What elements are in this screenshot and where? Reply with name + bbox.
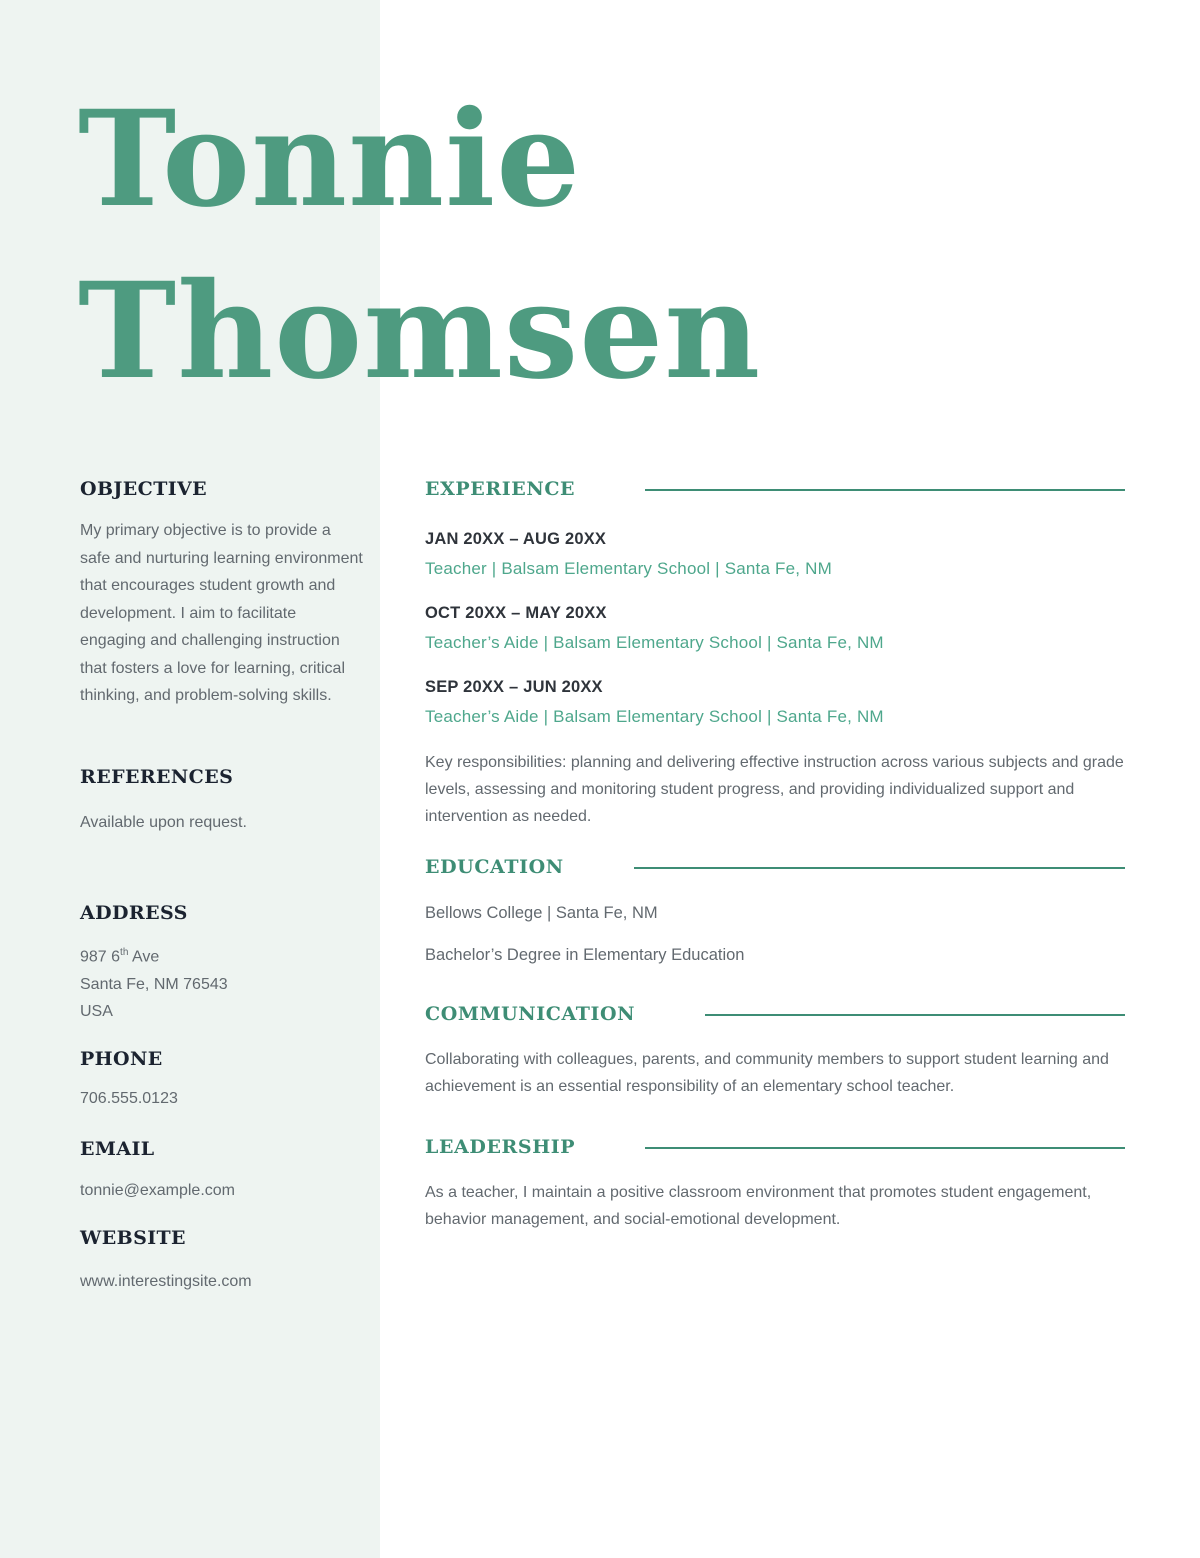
email-heading: EMAIL xyxy=(80,1138,155,1161)
address-line1-pre: 987 6 xyxy=(80,948,121,966)
experience-heading-row xyxy=(425,478,1125,501)
experience-heading: EXPERIENCE xyxy=(425,478,576,500)
experience-summary: Key responsibilities: planning and delivering effective instruction across various subjects and grade levels, assessing and monitoring student progress, and providing individualized support and intervention as needed. xyxy=(425,754,1124,825)
resume-header xyxy=(78,74,1128,418)
address-line3: USA xyxy=(80,1003,113,1021)
education-school: Bellows College | Santa Fe, NM xyxy=(425,904,658,922)
experience-entry xyxy=(425,675,1125,729)
leadership-heading: LEADERSHIP xyxy=(425,1136,576,1158)
experience-divider-line xyxy=(645,489,1125,491)
website-heading: WEBSITE xyxy=(80,1226,186,1249)
address-text xyxy=(80,939,364,1026)
objective-section xyxy=(80,478,364,710)
experience-dates: SEP 20XX – JUN 20XX xyxy=(425,678,603,696)
website-section xyxy=(80,1227,364,1296)
objective-text: My primary objective is to provide a safe and nurturing learning environment that encourages student growth and development. I aim to facilitate engaging and challenging instruction that fosters a love for learning, critical thinking, and problem-solving skills. xyxy=(80,522,363,704)
address-section xyxy=(80,902,364,1026)
email-address: tonnie@example.com xyxy=(80,1182,235,1200)
leadership-text: As a teacher, I maintain a positive classroom environment that promotes student engagement, behavior management, and social-emotional development. xyxy=(425,1184,1092,1228)
references-heading: REFERENCES xyxy=(80,765,234,788)
education-degree: Bachelor’s Degree in Elementary Education xyxy=(425,946,745,964)
phone-section xyxy=(80,1048,364,1113)
education-divider-line xyxy=(634,867,1125,869)
communication-heading: COMMUNICATION xyxy=(425,1003,636,1025)
phone-number: 706.555.0123 xyxy=(80,1089,178,1107)
experience-role: Teacher’s Aide | Balsam Elementary School | Santa Fe, NM xyxy=(425,707,884,726)
experience-entry xyxy=(425,601,1125,655)
experience-role: Teacher | Balsam Elementary School | Santa Fe, NM xyxy=(425,559,832,578)
experience-entries xyxy=(425,527,1125,729)
communication-heading-row xyxy=(425,1003,1125,1026)
leadership-divider-line xyxy=(645,1147,1125,1149)
objective-heading: OBJECTIVE xyxy=(80,478,208,500)
experience-dates: OCT 20XX – MAY 20XX xyxy=(425,604,607,622)
address-line1-superscript: th xyxy=(120,947,129,958)
sidebar xyxy=(80,478,364,1295)
references-section xyxy=(80,766,364,837)
phone-heading: PHONE xyxy=(80,1047,163,1070)
communication-text: Collaborating with colleagues, parents, and community members to support student learning and achievement is an essential responsibility of an elementary school teacher. xyxy=(425,1051,1109,1095)
address-line2: Santa Fe, NM 76543 xyxy=(80,975,228,993)
first-name: Tonnie xyxy=(78,82,582,237)
education-heading: EDUCATION xyxy=(425,856,564,878)
experience-entry xyxy=(425,527,1125,581)
email-section xyxy=(80,1138,364,1205)
experience-role: Teacher’s Aide | Balsam Elementary School | Santa Fe, NM xyxy=(425,633,884,652)
experience-section xyxy=(425,478,1125,830)
education-section xyxy=(425,856,1125,967)
main-column xyxy=(425,478,1125,1233)
education-heading-row xyxy=(425,856,1125,879)
address-line1-post: Ave xyxy=(128,948,160,966)
experience-dates: JAN 20XX – AUG 20XX xyxy=(425,530,607,548)
address-heading: ADDRESS xyxy=(80,902,188,924)
last-name: Thomsen xyxy=(78,254,762,409)
website-url: www.interestingsite.com xyxy=(80,1272,252,1290)
leadership-section xyxy=(425,1136,1125,1233)
communication-section xyxy=(425,1003,1125,1100)
references-text: Available upon request. xyxy=(80,813,247,831)
leadership-heading-row xyxy=(425,1136,1125,1159)
communication-divider-line xyxy=(705,1014,1125,1016)
